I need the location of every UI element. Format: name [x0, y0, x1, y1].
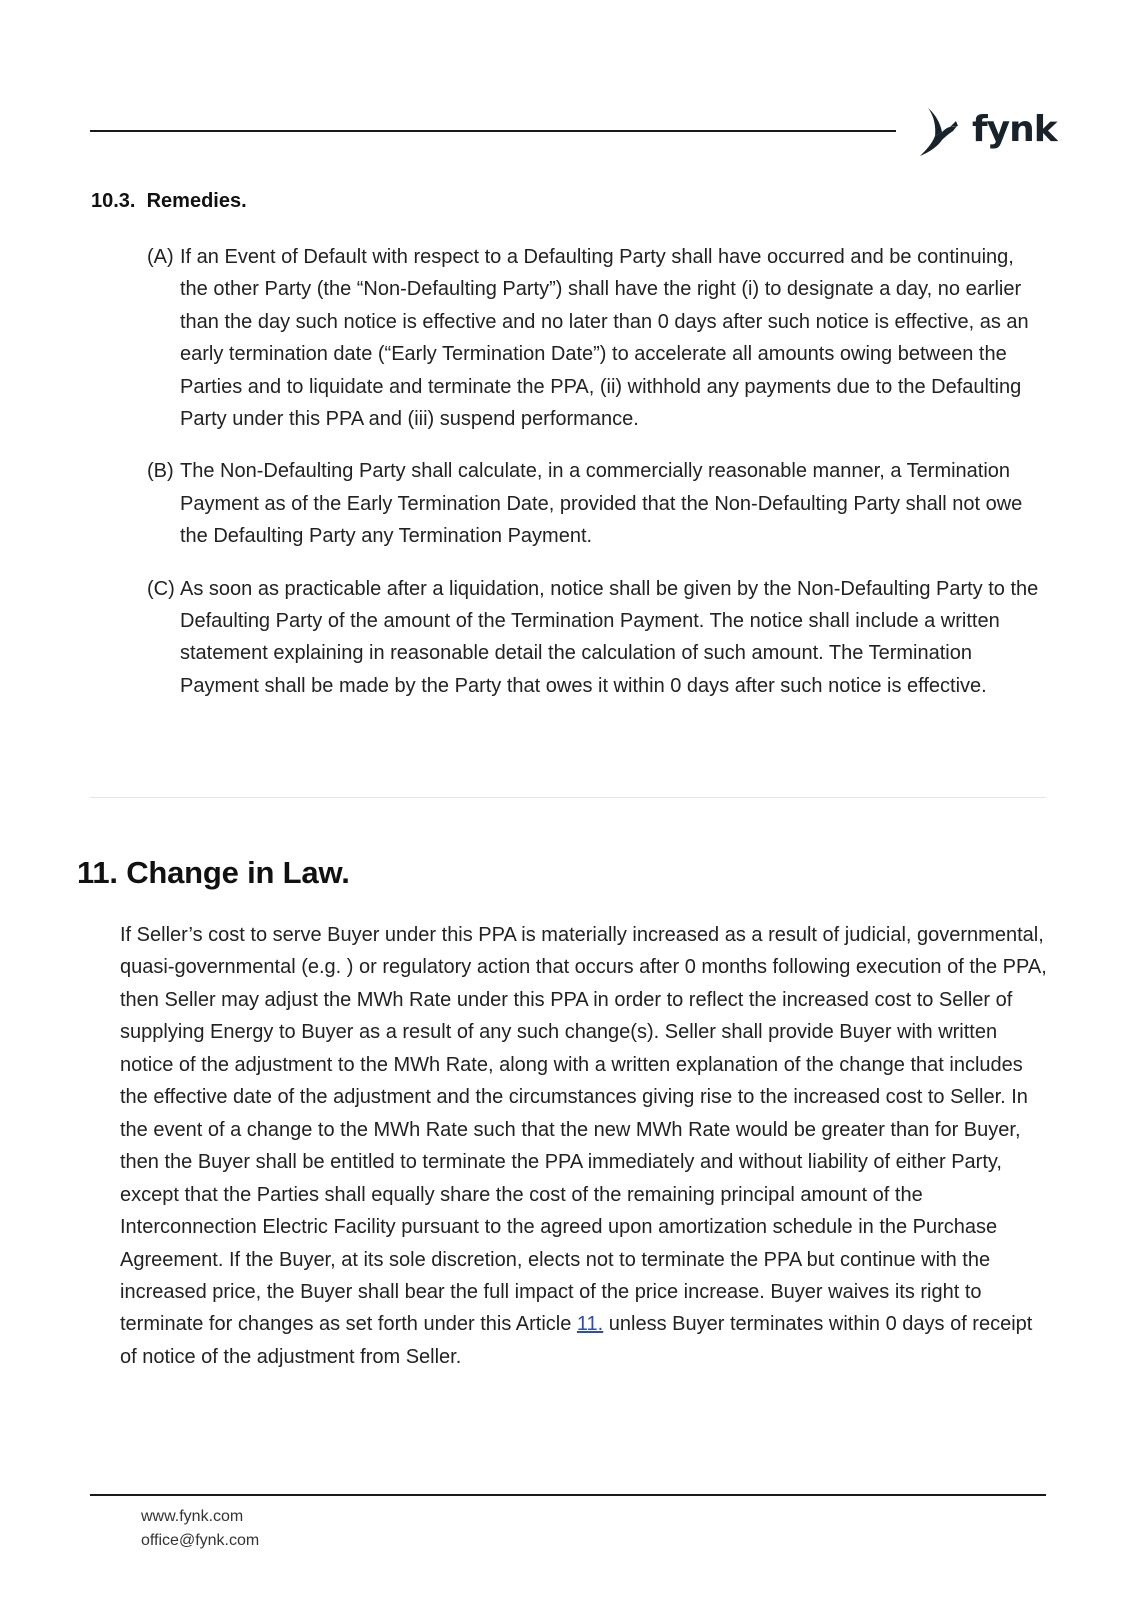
subsection-heading — [91, 190, 247, 213]
header-rule — [90, 130, 896, 132]
subsection-number: 10.3. — [91, 190, 136, 212]
list-item-marker: (A) — [147, 246, 174, 268]
section-title: Change in Law. — [126, 855, 350, 890]
list-item-text: The Non-Defaulting Party shall calculate, in a commercially reasonable manner, a Termination Payment as of the Early Termination Date, provided that the Non-Defaulting Party shall not owe the Defaulting Party any Termination Payment. — [180, 460, 1023, 548]
section-divider — [90, 797, 1046, 798]
fynk-logo — [920, 104, 1057, 160]
section-body-text: If Seller’s cost to serve Buyer under this PPA is materially increased as a result of judicial, governmental, quasi-governmental (e.g. ) or regulatory action that occurs after 0 months following execution of the PPA, then Seller may adjust the MWh Rate under this PPA in order to reflect the increased cost to Seller of supplying Energy to Buyer as a result of any such change(s). Seller shall provide Buyer with written notice of the adjustment to the MWh Rate, along with a written explanation of the change that includes the effective date of the adjustment and the circumstances giving rise to the increased cost to Seller. In the event of a change to the MWh Rate such that the new MWh Rate would be greater than for Buyer, then the Buyer shall be entitled to terminate the PPA immediately and without liability of either Party, except that the Parties shall equally share the cost of the remaining principal amount of the Interconnection Electric Facility pursuant to the agreed upon amortization schedule in the Purchase Agreement. If the Buyer, at its sole discretion, elects not to terminate the PPA but continue with the increased price, the Buyer shall bear the full impact of the price increase. Buyer waives its right to terminate for changes as set forth under this Article — [120, 924, 1047, 1336]
footer-website-link[interactable]: www.fynk.com — [141, 1508, 244, 1525]
section-body-text-end: unless Buyer terminates within 0 days of receipt of notice of the adjustment from Seller. — [120, 1313, 1033, 1368]
footer-email-link[interactable]: office@fynk.com — [141, 1532, 260, 1549]
footer-rule — [90, 1494, 1046, 1496]
remedies-list — [147, 241, 1047, 722]
list-item-marker: (B) — [147, 460, 174, 483]
list-item — [147, 241, 1047, 435]
footer — [141, 1505, 259, 1553]
section-heading — [77, 855, 350, 891]
section-body — [120, 919, 1050, 1373]
list-item-text: If an Event of Default with respect to a Defaulting Party shall have occurred and be continuing, the other Party (the “Non-Defaulting Party”) shall have the right (i) to designate a day, no earlier than the day such notice is effective and no later than 0 days after such notice is effective, as an early termination date (“Early Termination Date”) to accelerate all amounts owing between the Parties and to liquidate and terminate the PPA, (ii) withhold any payments due to the Defaulting Party under this PPA and (iii) suspend performance. — [180, 246, 1029, 431]
article-link[interactable]: 11. — [576, 1313, 604, 1336]
section-number: 11. — [77, 855, 118, 890]
list-item — [147, 573, 1047, 703]
bird-logo-icon — [920, 106, 966, 158]
logo-wordmark: fynk — [972, 109, 1057, 150]
list-item-text: As soon as practicable after a liquidation, notice shall be given by the Non-Defaulting Party to the Defaulting Party of the amount of the Termination Payment. The notice shall include a written statement explaining in reasonable detail the calculation of such amount. The Termination Payment shall be made by the Party that owes it within 0 days after such notice is effective. — [180, 577, 1039, 697]
list-item-marker: (C) — [147, 577, 175, 600]
list-item — [147, 455, 1047, 552]
subsection-title: Remedies. — [146, 190, 247, 212]
